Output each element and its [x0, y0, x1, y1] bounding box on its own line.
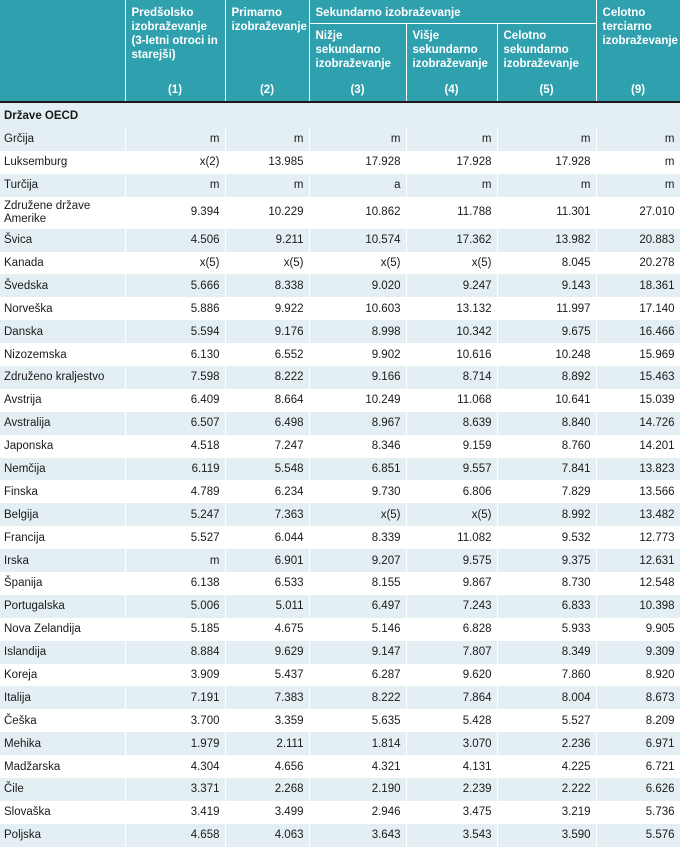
value-cell: m — [497, 128, 596, 151]
table-row — [0, 252, 680, 275]
value-cell: 5.011 — [225, 595, 309, 618]
value-cell: 9.309 — [596, 641, 680, 664]
value-cell: 6.498 — [225, 412, 309, 435]
value-cell: 10.398 — [596, 595, 680, 618]
value-cell: 10.603 — [309, 297, 406, 320]
value-cell: 11.068 — [406, 389, 497, 412]
value-cell: 13.823 — [596, 458, 680, 481]
value-cell: 17.140 — [596, 297, 680, 320]
value-cell: 6.552 — [225, 343, 309, 366]
value-cell: 6.533 — [225, 572, 309, 595]
value-cell: 6.507 — [125, 412, 225, 435]
value-cell: 6.234 — [225, 480, 309, 503]
value-cell: 9.902 — [309, 343, 406, 366]
value-cell: 17.928 — [309, 151, 406, 174]
value-cell: 2.946 — [309, 801, 406, 824]
table-row — [0, 618, 680, 641]
country-cell: Mehika — [0, 732, 125, 755]
value-cell: 5.437 — [225, 664, 309, 687]
value-cell: 10.248 — [497, 343, 596, 366]
value-cell: 8.155 — [309, 572, 406, 595]
value-cell: 9.867 — [406, 572, 497, 595]
value-cell: 3.475 — [406, 801, 497, 824]
value-cell: m — [309, 128, 406, 151]
value-cell: 9.143 — [497, 274, 596, 297]
country-cell: Luksemburg — [0, 151, 125, 174]
value-cell: 9.905 — [596, 618, 680, 641]
value-cell: m — [596, 174, 680, 197]
value-cell: 9.575 — [406, 549, 497, 572]
value-cell: 12.631 — [596, 549, 680, 572]
table-row — [0, 641, 680, 664]
value-cell: 8.222 — [309, 686, 406, 709]
value-cell: 12.773 — [596, 526, 680, 549]
value-cell: m — [406, 128, 497, 151]
value-cell: 12.548 — [596, 572, 680, 595]
table-row — [0, 174, 680, 197]
value-cell: 6.138 — [125, 572, 225, 595]
value-cell: 8.209 — [596, 709, 680, 732]
value-cell: m — [125, 174, 225, 197]
value-cell: m — [596, 128, 680, 151]
value-cell: 3.543 — [406, 824, 497, 847]
header-preprimary: Predšolsko izobraževanje (3-letni otroci in starejši) — [125, 0, 225, 80]
value-cell: m — [225, 174, 309, 197]
country-cell: Italija — [0, 686, 125, 709]
value-cell: 3.070 — [406, 732, 497, 755]
value-cell: 7.598 — [125, 366, 225, 389]
country-cell: Poljska — [0, 824, 125, 847]
table-row — [0, 389, 680, 412]
header-num-blank — [0, 80, 125, 102]
table-row — [0, 503, 680, 526]
value-cell: 5.666 — [125, 274, 225, 297]
header-secondary-group: Sekundarno izobraževanje — [309, 0, 596, 24]
value-cell: a — [309, 174, 406, 197]
value-cell: 9.211 — [225, 229, 309, 252]
value-cell: 7.243 — [406, 595, 497, 618]
value-cell: 9.176 — [225, 320, 309, 343]
value-cell: 5.527 — [497, 709, 596, 732]
value-cell: 7.841 — [497, 458, 596, 481]
section-title: Države OECD — [0, 102, 680, 128]
value-cell: 8.967 — [309, 412, 406, 435]
value-cell: 6.721 — [596, 755, 680, 778]
value-cell: 4.656 — [225, 755, 309, 778]
value-cell: 16.466 — [596, 320, 680, 343]
country-cell: Češka — [0, 709, 125, 732]
value-cell: 9.159 — [406, 435, 497, 458]
value-cell: 10.342 — [406, 320, 497, 343]
section-row — [0, 102, 680, 128]
value-cell: x(5) — [309, 503, 406, 526]
value-cell: 4.321 — [309, 755, 406, 778]
value-cell: m — [225, 128, 309, 151]
value-cell: x(5) — [406, 252, 497, 275]
value-cell: 6.971 — [596, 732, 680, 755]
value-cell: x(2) — [125, 151, 225, 174]
value-cell: 8.664 — [225, 389, 309, 412]
value-cell: 8.884 — [125, 641, 225, 664]
table-row — [0, 412, 680, 435]
value-cell: 17.928 — [406, 151, 497, 174]
value-cell: 5.247 — [125, 503, 225, 526]
value-cell: 8.920 — [596, 664, 680, 687]
value-cell: 9.922 — [225, 297, 309, 320]
value-cell: 9.532 — [497, 526, 596, 549]
header-num-9: (9) — [596, 80, 680, 102]
value-cell: 4.225 — [497, 755, 596, 778]
table-row — [0, 801, 680, 824]
value-cell: 4.658 — [125, 824, 225, 847]
header-total-secondary: Celotno sekundarno izobraževanje — [497, 24, 596, 81]
value-cell: 3.219 — [497, 801, 596, 824]
table-row — [0, 343, 680, 366]
header-upper-secondary: Višje sekundarno izobraževanje — [406, 24, 497, 81]
table-row — [0, 709, 680, 732]
country-cell: Nemčija — [0, 458, 125, 481]
value-cell: 3.371 — [125, 778, 225, 801]
table-row — [0, 755, 680, 778]
value-cell: 5.594 — [125, 320, 225, 343]
value-cell: 17.362 — [406, 229, 497, 252]
country-cell: Avstralija — [0, 412, 125, 435]
value-cell: 6.497 — [309, 595, 406, 618]
value-cell: 8.339 — [309, 526, 406, 549]
value-cell: 15.463 — [596, 366, 680, 389]
country-cell: Nova Zelandija — [0, 618, 125, 641]
table-row — [0, 197, 680, 229]
header-num-2: (2) — [225, 80, 309, 102]
value-cell: 11.788 — [406, 197, 497, 229]
country-cell: Irska — [0, 549, 125, 572]
header-primary: Primarno izobraževanje — [225, 0, 309, 80]
value-cell: 8.714 — [406, 366, 497, 389]
value-cell: 9.247 — [406, 274, 497, 297]
value-cell: 11.997 — [497, 297, 596, 320]
value-cell: m — [497, 174, 596, 197]
value-cell: 5.736 — [596, 801, 680, 824]
value-cell: 5.527 — [125, 526, 225, 549]
value-cell: 6.409 — [125, 389, 225, 412]
table-row — [0, 549, 680, 572]
country-cell: Islandija — [0, 641, 125, 664]
value-cell: 11.301 — [497, 197, 596, 229]
value-cell: 18.361 — [596, 274, 680, 297]
value-cell: 5.933 — [497, 618, 596, 641]
country-cell: Portugalska — [0, 595, 125, 618]
value-cell: 2.236 — [497, 732, 596, 755]
value-cell: 2.222 — [497, 778, 596, 801]
header-num-5: (5) — [497, 80, 596, 102]
table-row — [0, 686, 680, 709]
header-tertiary: Celotno terciarno izobraževanje — [596, 0, 680, 80]
value-cell: 9.207 — [309, 549, 406, 572]
value-cell: 13.482 — [596, 503, 680, 526]
country-cell: Združeno kraljestvo — [0, 366, 125, 389]
value-cell: x(5) — [309, 252, 406, 275]
value-cell: 4.063 — [225, 824, 309, 847]
table-row — [0, 595, 680, 618]
country-cell: Koreja — [0, 664, 125, 687]
value-cell: 8.639 — [406, 412, 497, 435]
value-cell: 3.359 — [225, 709, 309, 732]
value-cell: 7.191 — [125, 686, 225, 709]
country-cell: Belgija — [0, 503, 125, 526]
value-cell: 11.082 — [406, 526, 497, 549]
value-cell: 7.363 — [225, 503, 309, 526]
table-row — [0, 274, 680, 297]
value-cell: 8.222 — [225, 366, 309, 389]
value-cell: 5.635 — [309, 709, 406, 732]
country-cell: Čile — [0, 778, 125, 801]
value-cell: 1.814 — [309, 732, 406, 755]
value-cell: 4.131 — [406, 755, 497, 778]
table-row — [0, 458, 680, 481]
value-cell: 9.675 — [497, 320, 596, 343]
value-cell: 9.166 — [309, 366, 406, 389]
country-cell: Španija — [0, 572, 125, 595]
value-cell: 14.726 — [596, 412, 680, 435]
value-cell: 4.675 — [225, 618, 309, 641]
value-cell: 2.190 — [309, 778, 406, 801]
value-cell: 7.864 — [406, 686, 497, 709]
country-cell: Danska — [0, 320, 125, 343]
header-num-3: (3) — [309, 80, 406, 102]
value-cell: x(5) — [406, 503, 497, 526]
value-cell: 10.862 — [309, 197, 406, 229]
value-cell: 5.428 — [406, 709, 497, 732]
value-cell: 6.828 — [406, 618, 497, 641]
table-row — [0, 572, 680, 595]
table-row — [0, 151, 680, 174]
value-cell: 10.641 — [497, 389, 596, 412]
value-cell: 13.985 — [225, 151, 309, 174]
value-cell: x(5) — [125, 252, 225, 275]
value-cell: m — [596, 151, 680, 174]
country-cell: Japonska — [0, 435, 125, 458]
value-cell: 8.338 — [225, 274, 309, 297]
value-cell: 6.851 — [309, 458, 406, 481]
value-cell: 7.829 — [497, 480, 596, 503]
value-cell: 2.268 — [225, 778, 309, 801]
value-cell: 9.147 — [309, 641, 406, 664]
header-num-1: (1) — [125, 80, 225, 102]
value-cell: 5.006 — [125, 595, 225, 618]
country-cell: Kanada — [0, 252, 125, 275]
value-cell: 9.730 — [309, 480, 406, 503]
country-cell: Francija — [0, 526, 125, 549]
value-cell: 9.020 — [309, 274, 406, 297]
country-cell: Turčija — [0, 174, 125, 197]
value-cell: 8.004 — [497, 686, 596, 709]
value-cell: 2.111 — [225, 732, 309, 755]
table-row — [0, 664, 680, 687]
value-cell: 7.247 — [225, 435, 309, 458]
country-cell: Grčija — [0, 128, 125, 151]
value-cell: 4.506 — [125, 229, 225, 252]
value-cell: m — [125, 549, 225, 572]
value-cell: 6.901 — [225, 549, 309, 572]
value-cell: 3.499 — [225, 801, 309, 824]
value-cell: 20.278 — [596, 252, 680, 275]
value-cell: 13.982 — [497, 229, 596, 252]
header-num-4: (4) — [406, 80, 497, 102]
value-cell: 15.039 — [596, 389, 680, 412]
header-country-column — [0, 0, 125, 80]
header-lower-secondary: Nižje sekundarno izobraževanje — [309, 24, 406, 81]
value-cell: 8.346 — [309, 435, 406, 458]
value-cell: 3.700 — [125, 709, 225, 732]
value-cell: 9.557 — [406, 458, 497, 481]
value-cell: 4.304 — [125, 755, 225, 778]
value-cell: 7.807 — [406, 641, 497, 664]
country-cell: Združene države Amerike — [0, 197, 125, 229]
value-cell: 6.130 — [125, 343, 225, 366]
value-cell: 27.010 — [596, 197, 680, 229]
value-cell: 13.566 — [596, 480, 680, 503]
value-cell: 6.806 — [406, 480, 497, 503]
value-cell: 8.349 — [497, 641, 596, 664]
value-cell: 5.548 — [225, 458, 309, 481]
table-body — [0, 102, 680, 847]
value-cell: 10.249 — [309, 389, 406, 412]
country-cell: Švedska — [0, 274, 125, 297]
table-row — [0, 778, 680, 801]
value-cell: 5.185 — [125, 618, 225, 641]
value-cell: 15.969 — [596, 343, 680, 366]
value-cell: 1.979 — [125, 732, 225, 755]
value-cell: 8.892 — [497, 366, 596, 389]
value-cell: 6.044 — [225, 526, 309, 549]
value-cell: 4.789 — [125, 480, 225, 503]
value-cell: 20.883 — [596, 229, 680, 252]
value-cell: 8.730 — [497, 572, 596, 595]
country-cell: Madžarska — [0, 755, 125, 778]
value-cell: 9.620 — [406, 664, 497, 687]
country-cell: Avstrija — [0, 389, 125, 412]
table-row — [0, 320, 680, 343]
value-cell: 8.045 — [497, 252, 596, 275]
value-cell: 5.146 — [309, 618, 406, 641]
table-row — [0, 366, 680, 389]
value-cell: 10.229 — [225, 197, 309, 229]
value-cell: 9.394 — [125, 197, 225, 229]
value-cell: 6.287 — [309, 664, 406, 687]
value-cell: 17.928 — [497, 151, 596, 174]
table-row — [0, 480, 680, 503]
value-cell: 9.629 — [225, 641, 309, 664]
table-header — [0, 0, 680, 102]
table-row — [0, 732, 680, 755]
value-cell: 8.992 — [497, 503, 596, 526]
table-row — [0, 297, 680, 320]
value-cell: 4.518 — [125, 435, 225, 458]
country-cell: Slovaška — [0, 801, 125, 824]
value-cell: 13.132 — [406, 297, 497, 320]
value-cell: 5.576 — [596, 824, 680, 847]
value-cell: 5.886 — [125, 297, 225, 320]
value-cell: 8.840 — [497, 412, 596, 435]
table-row — [0, 435, 680, 458]
value-cell: 10.616 — [406, 343, 497, 366]
value-cell: 7.860 — [497, 664, 596, 687]
value-cell: 6.119 — [125, 458, 225, 481]
country-cell: Norveška — [0, 297, 125, 320]
value-cell: 3.590 — [497, 824, 596, 847]
value-cell: 8.998 — [309, 320, 406, 343]
country-cell: Švica — [0, 229, 125, 252]
value-cell: 8.673 — [596, 686, 680, 709]
value-cell: 7.383 — [225, 686, 309, 709]
value-cell: 8.760 — [497, 435, 596, 458]
table-row — [0, 128, 680, 151]
value-cell: 3.643 — [309, 824, 406, 847]
country-cell: Nizozemska — [0, 343, 125, 366]
value-cell: x(5) — [225, 252, 309, 275]
value-cell: 10.574 — [309, 229, 406, 252]
value-cell: 6.833 — [497, 595, 596, 618]
value-cell: 3.419 — [125, 801, 225, 824]
value-cell: 3.909 — [125, 664, 225, 687]
table-row — [0, 526, 680, 549]
table-row — [0, 824, 680, 847]
value-cell: 6.626 — [596, 778, 680, 801]
value-cell: 2.239 — [406, 778, 497, 801]
value-cell: m — [125, 128, 225, 151]
value-cell: 9.375 — [497, 549, 596, 572]
value-cell: m — [406, 174, 497, 197]
country-cell: Finska — [0, 480, 125, 503]
table-row — [0, 229, 680, 252]
value-cell: 14.201 — [596, 435, 680, 458]
